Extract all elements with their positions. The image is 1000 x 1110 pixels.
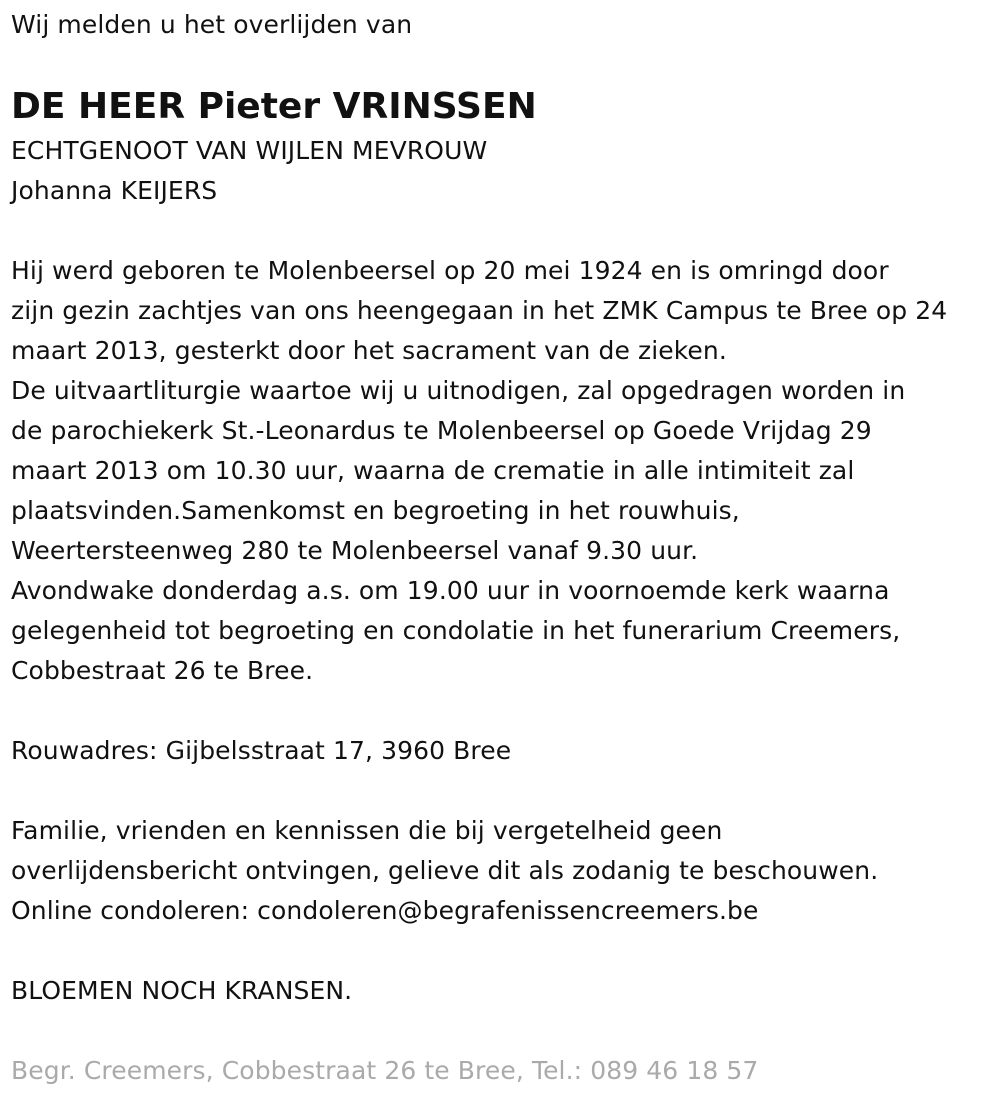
body-line: Weertersteenweg 280 te Molenbeersel vanaf 9.30 uur.: [11, 536, 699, 565]
body-line: gelegenheid tot begroeting en condolatie in het funerarium Creemers,: [11, 616, 901, 645]
spacer: [11, 931, 996, 971]
spacer: [11, 691, 996, 731]
body-line: plaatsvinden.Samenkomst en begroeting in het rouwhuis,: [11, 496, 740, 525]
body-line: de parochiekerk St.-Leonardus te Molenbeersel op Goede Vrijdag 29: [11, 416, 872, 445]
spacer: [11, 211, 996, 251]
family-notice: [11, 811, 996, 931]
body-line: Avondwake donderdag a.s. om 19.00 uur in voornoemde kerk waarna: [11, 576, 890, 605]
family-line: Familie, vrienden en kennissen die bij vergetelheid geen: [11, 816, 723, 845]
spacer: [11, 1011, 996, 1051]
mourning-address: Rouwadres: Gijbelsstraat 17, 3960 Bree: [11, 736, 512, 765]
body-line: maart 2013, gesterkt door het sacrament van de zieken.: [11, 336, 727, 365]
body-line: De uitvaartliturgie waartoe wij u uitnodigen, zal opgedragen worden in: [11, 376, 906, 405]
funeral-home-footer: Begr. Creemers, Cobbestraat 26 te Bree, Tel.: 089 46 18 57: [11, 1056, 759, 1085]
notice-body: [11, 251, 996, 691]
body-line: maart 2013 om 10.30 uur, waarna de crematie in alle intimiteit zal: [11, 456, 855, 485]
flowers-note: BLOEMEN NOCH KRANSEN.: [11, 976, 353, 1005]
deceased-name: DE HEER Pieter VRINSSEN: [11, 86, 537, 127]
family-line: Online condoleren: condoleren@begrafenissencreemers.be: [11, 896, 759, 925]
death-notice: [11, 0, 996, 1091]
spacer: [11, 771, 996, 811]
body-line: Cobbestraat 26 te Bree.: [11, 656, 314, 685]
spouse-line-2: Johanna KEIJERS: [11, 176, 218, 205]
body-line: Hij werd geboren te Molenbeersel op 20 mei 1924 en is omringd door: [11, 256, 889, 285]
body-line: zijn gezin zachtjes van ons heengegaan in het ZMK Campus te Bree op 24: [11, 296, 948, 325]
spouse-line-1: ECHTGENOOT VAN WIJLEN MEVROUW: [11, 136, 488, 165]
intro-text: Wij melden u het overlijden van: [11, 10, 413, 39]
family-line: overlijdensbericht ontvingen, gelieve dit als zodanig te beschouwen.: [11, 856, 879, 885]
